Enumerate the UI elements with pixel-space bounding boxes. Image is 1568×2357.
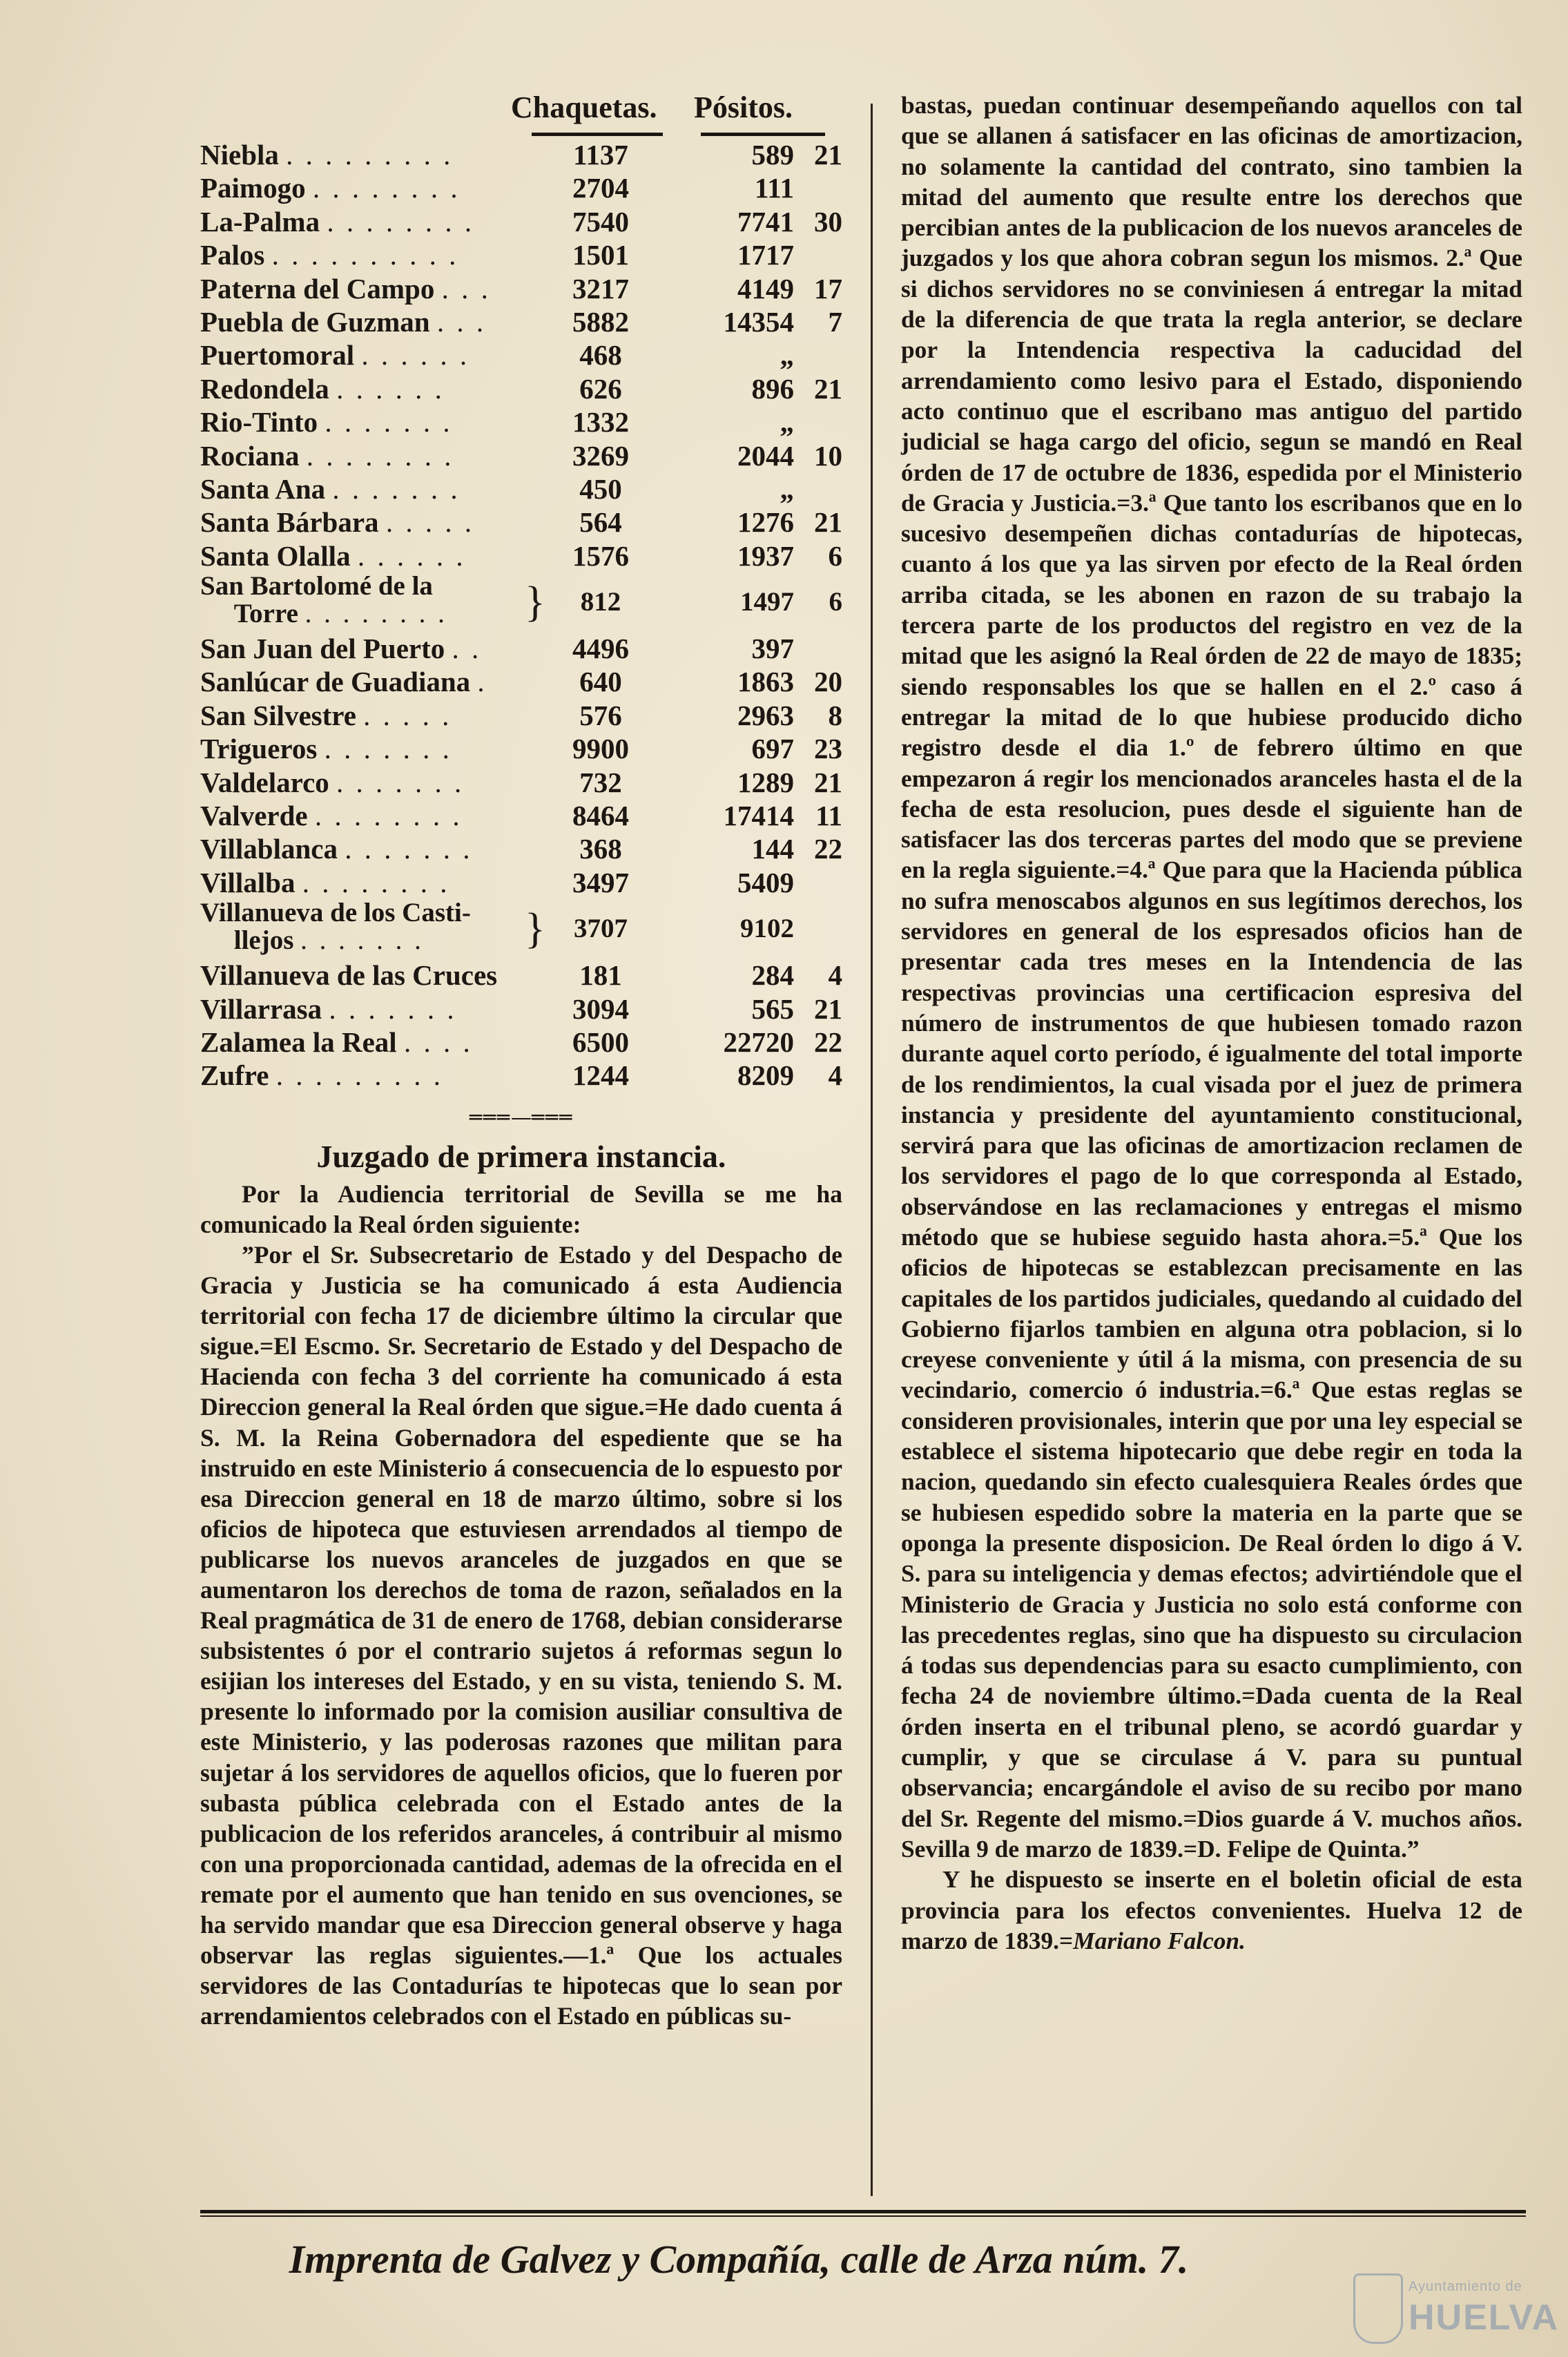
leader-dots: . . . . . . . . .	[286, 139, 454, 171]
town-table	[200, 138, 842, 1093]
closing-paragraph	[901, 1864, 1522, 1956]
leader-dots: . . . . . . .	[336, 766, 465, 798]
positos-value: 144	[751, 833, 794, 865]
town-name	[200, 832, 472, 865]
leader-dots: . . . . . . .	[300, 925, 424, 956]
town-name-text: Rio-Tinto	[200, 406, 318, 439]
positos-value: 14354	[723, 305, 794, 338]
paragraph: bastas, puedan continuar desempeñando aquellos con tal que se allanen á satisfacer en las oficinas de amortizacion, no solamente la cantidad del contrato, sino tambien la mitad del aumento que resulte entre los derechos que percibian antes de la publicacion de los nuevos aranceles de juzgados y los que ahora cobran segun los mismos. 2.ª Que si dichos servidores no se conviniesen á entregar la mitad de la diferencia de que trata la regla anterior, se declare por la Intendencia respectiva la caducidad del arrendamiento como lesivo para el Estado, disponiendo acto continuo que el escribano mas antiguo del partido judicial se haga cargo del oficio, segun se mandó en Real órden de 17 de octubre de 1836, espedida por el Ministerio de Gracia y Justicia.=3.ª Que tanto los escribanos que en lo sucesivo desempeñen dichas contadurías de hipotecas, cuanto á los que ya las sirven por efecto de la Real órden arriba citada, se les abonen en razon de su trabajo la tercera parte de los productos del registro en vez de la mitad que les asignó la Real órden de 22 de mayo de 1835; siendo responsables los que se hallen en el 2.º caso á entregar la mitad de lo que hubiese producido dicho registro desde el dia 1.º de febrero último en que empezaron á regir los mencionados aranceles hasta el de la fecha de esta resolucion, pues desde el siguiente han de satisfacer las dos terceras partes del modo que se previene en la regla siguiente.=4.ª Que para que la Hacienda pública no sufra menoscabos algunos en sus legítimos derechos, los servidores en general de los espresados oficios han de presentar cada tres meses en la Intendencia de las respectivas provincias una certificacion espresiva del número de instrumentos de que hubiesen tomado razon durante aquel corto período, é igualmente del total importe de los rendimientos, la cual visada por el juez de primera instancia y presidente del ayuntamiento constitucional, servirá para que las oficinas de amortizacion reclamen de los servidores el pago de lo que corresponda al Estado, observándose en las reclamaciones y entregas el mismo método que se hubiese seguido hasta ahora.=5.ª Que los oficios de hipotecas se establezcan precisamente en las capitales de los partidos judiciales, quedando al cuidado del Gobierno fijarlos tambien en alguna otra poblacion, si lo creyese conveniente y útil á la misma, con presencia de su vecindario, comercio ó industria.=6.ª Que estas reglas se consideren provisionales, interin que por una ley especial se establece el sistema hipotecario que debe regir en toda la nacion, quedando sin efecto cualesquiera Reales órdes que se hubiesen espedido sobre la materia en la parte que se oponga la presente disposicion. De Real órden lo digo á V. S. para su inteligencia y demas efectos; advirtiéndole que el Ministerio de Gracia y Justicia no solo está conforme con las precedentes reglas, sino que ha dispuesto su circulacion á todas sus dependencias para su esacto cumplimiento, con fecha 24 de noviembre último.=Dada cuenta de la Real órden inserta en el tribunal pleno, se acordó guardar y cumplir, y que se circulase á V. para su puntual observancia; encargándole el aviso de su recibo por mano del Sr. Regente del mismo.=Dios guarde á V. muchos años. Sevilla 9 de marzo de 1839.=D. Felipe de Quinta.”	[901, 91, 1522, 1863]
town-name	[200, 866, 449, 899]
chaquetas-value: 1501	[572, 239, 629, 271]
header-rule	[532, 133, 663, 136]
positos-value: 4149	[737, 272, 794, 305]
leader-dots: . . . . . . . .	[304, 599, 447, 629]
leader-dots: . . . . . . . . .	[275, 1059, 443, 1092]
leader-dots: . . . . . . .	[324, 733, 452, 765]
positos-fraction: 22	[814, 1026, 842, 1058]
table-row	[200, 506, 842, 539]
town-name-text: Zufre	[200, 1059, 269, 1092]
watermark-city: HUELVA	[1409, 2298, 1560, 2338]
positos-value: 1863	[737, 666, 794, 698]
chaquetas-value: 181	[579, 959, 622, 992]
table-row	[200, 305, 842, 338]
table-row	[200, 1059, 842, 1092]
positos-value: 1937	[737, 539, 794, 572]
footer-rule	[200, 2210, 1526, 2213]
positos-fraction: 4	[828, 1059, 842, 1092]
positos-value: 1717	[737, 239, 794, 271]
table-row	[200, 732, 842, 765]
town-name	[200, 959, 497, 992]
positos-value: 22720	[723, 1026, 794, 1058]
table-row	[200, 238, 842, 271]
chaquetas-value: 576	[579, 699, 622, 731]
town-name-text: La-Palma	[200, 205, 320, 238]
archive-watermark	[1353, 2272, 1560, 2348]
table-row	[200, 766, 842, 799]
positos-fraction: 30	[814, 205, 842, 238]
brace-mark: }	[525, 579, 545, 626]
ornament-divider: ═══—═══	[469, 1105, 574, 1130]
town-name-text: Villanueva de los Casti-	[200, 898, 471, 928]
positos-value: 1289	[737, 766, 794, 798]
town-name-text: Villablanca	[200, 833, 338, 865]
town-name-text: San Silvestre	[200, 699, 356, 731]
town-name-text: Redondela	[200, 372, 329, 405]
positos-value: 1276	[737, 506, 794, 539]
left-body-text	[200, 1179, 842, 2032]
table-header	[200, 83, 842, 138]
positos-fraction: 20	[814, 666, 842, 698]
chaquetas-value: 812	[580, 587, 621, 617]
town-name-text: Puertomoral	[200, 339, 355, 372]
chaquetas-value: 2704	[572, 172, 629, 204]
town-name-text: Paimogo	[200, 172, 306, 204]
town-name	[200, 1026, 473, 1059]
positos-fraction: 7	[828, 305, 842, 338]
positos-value: 5409	[737, 866, 794, 898]
watermark-label: Ayuntamiento de	[1409, 2279, 1522, 2294]
town-name-text: Trigueros	[200, 733, 318, 765]
positos-fraction: 17	[814, 272, 842, 305]
town-name-text: Valverde	[200, 800, 308, 832]
positos-value: 9102	[740, 914, 794, 944]
table-row	[200, 959, 842, 992]
positos-value: 17414	[723, 800, 794, 832]
right-column	[901, 90, 1522, 1956]
chaquetas-value: 450	[579, 472, 622, 505]
table-row	[200, 205, 842, 238]
leader-dots: . . .	[441, 272, 491, 305]
town-name-text: Palos	[200, 239, 265, 271]
chaquetas-value: 640	[579, 666, 622, 698]
town-name-text: San Bartolomé de la	[200, 571, 433, 602]
positos-value: 697	[751, 733, 794, 765]
town-name	[200, 372, 445, 405]
town-name	[200, 272, 491, 305]
table-row	[200, 832, 842, 865]
town-name	[200, 732, 452, 765]
town-name	[200, 799, 463, 832]
positos-value: 2963	[737, 699, 794, 731]
leader-dots: .	[477, 666, 487, 698]
paragraph: Por la Audiencia territorial de Sevilla se me ha comunicado la Real órden siguiente:	[200, 1180, 842, 1238]
town-name	[200, 506, 474, 539]
header-positos: Pósitos.	[694, 90, 793, 124]
town-name	[200, 992, 457, 1026]
town-name-text: Puebla de Guzman	[200, 305, 430, 338]
table-row	[200, 665, 842, 698]
chaquetas-value: 368	[579, 833, 622, 865]
town-name	[200, 439, 454, 472]
town-name-text: Valdelarco	[200, 766, 329, 798]
table-row	[200, 632, 842, 665]
chaquetas-value: 8464	[572, 800, 629, 832]
leader-dots: . . . . . .	[357, 539, 466, 572]
leader-dots: . . . . . . .	[332, 472, 461, 505]
town-name	[200, 138, 453, 171]
chaquetas-value: 3269	[572, 439, 629, 472]
leader-dots: . . . . . .	[336, 372, 445, 405]
town-name	[200, 665, 487, 698]
town-name	[200, 472, 461, 506]
table-row	[200, 899, 842, 959]
right-body-text	[901, 90, 1522, 1956]
coat-of-arms-icon	[1353, 2273, 1403, 2344]
chaquetas-value: 7540	[572, 205, 629, 238]
section-title: Juzgado de primera instancia.	[316, 1138, 726, 1174]
table-row	[200, 138, 842, 171]
leader-dots: . . . . . . . .	[327, 205, 475, 238]
positos-value: 397	[751, 633, 794, 665]
town-name-text: Rociana	[200, 439, 300, 472]
leader-dots: . . . . . . .	[325, 406, 453, 439]
leader-dots: . . . . .	[363, 699, 452, 731]
town-name-text: Sanlúcar de Guadiana	[200, 666, 471, 698]
printer-imprint: Imprenta de Galvez y Compañía, calle de Arza núm. 7.	[289, 2237, 1189, 2282]
town-name-continued: llejos	[233, 925, 294, 956]
left-column	[200, 83, 842, 2031]
table-row	[200, 699, 842, 732]
town-name	[200, 171, 461, 204]
town-name	[200, 632, 481, 665]
town-name-text: Villalba	[200, 866, 296, 898]
town-name-text: Villarrasa	[200, 992, 322, 1025]
table-row	[200, 539, 842, 573]
chaquetas-value: 468	[579, 339, 622, 372]
table-row	[200, 272, 842, 305]
positos-fraction: 4	[828, 959, 842, 992]
positos-fraction: 11	[815, 800, 842, 832]
positos-fraction: 21	[814, 139, 842, 171]
leader-dots: . . . . . . . .	[306, 439, 454, 472]
positos-fraction: 6	[829, 587, 842, 617]
chaquetas-value: 1244	[572, 1059, 629, 1092]
town-name	[200, 699, 452, 732]
positos-fraction: 23	[814, 733, 842, 765]
chaquetas-value: 732	[579, 766, 622, 798]
positos-fraction: 21	[814, 766, 842, 798]
positos-value: 589	[751, 139, 794, 171]
town-name-text: Zalamea la Real	[200, 1026, 397, 1058]
table-row	[200, 439, 842, 472]
positos-value: 7741	[737, 205, 794, 238]
positos-value: 2044	[737, 439, 794, 472]
positos-value: „	[780, 339, 794, 372]
header-chaquetas: Chaquetas.	[511, 90, 657, 124]
table-row	[200, 992, 842, 1026]
positos-fraction: 22	[814, 833, 842, 865]
town-name	[200, 766, 464, 799]
table-row	[200, 1026, 842, 1059]
leader-dots: . .	[452, 633, 482, 665]
chaquetas-value: 3497	[572, 866, 629, 898]
paragraph: ”Por el Sr. Subsecretario de Estado y del Despacho de Gracia y Justicia se ha comunicado á esta Audiencia territorial con fecha 17 de diciembre último la circular que sigue.=El Escmo. Sr. Secretario de Estado y del Despacho de Hacienda con fecha 3 del corriente ha comunicado á esta Direccion general la Real órden que sigue.=He dado cuenta á S. M. la Reina Gobernadora del espediente que se ha instruido en este Ministerio á consecuencia de lo espuesto por esa Direccion general en 18 de marzo último, sobre si los oficios de hipoteca que estuviesen arrendados al tiempo de publicarse los nuevos aranceles de juzgados en que se aumentaron los derechos de toma de razon, señalados en la Real pragmática de 31 de enero de 1768, debian considerarse subsistentes ó por el contrario sujetos á reformas segun lo esijian los intereses del Estado, y en su vista, teniendo S. M. presente lo informado por la comision ausiliar consultiva de este Ministerio, y las poderosas razones que militan para sujetar á los servidores de aquellos oficios, que lo fueren por subasta pública celebrada con el Estado antes de la publicacion de los referidos aranceles, á contribuir al mismo con una proporcionada cantidad, ademas de la ofrecida en el remate por el aumento que han tenido en sus ovenciones, se ha servido mandar que esa Direccion general observe y haga observar las reglas siguientes.—1.ª Que los actuales servidores de las Contadurías te hipotecas que lo sean por arrendamientos celebrados con el Estado en públicas su-	[200, 1240, 842, 2030]
town-name-text: Santa Bárbara	[200, 506, 379, 539]
leader-dots: . . . . . . .	[345, 833, 473, 865]
chaquetas-value: 564	[579, 506, 622, 539]
town-name	[200, 305, 486, 338]
footer-rule	[200, 2215, 1526, 2217]
chaquetas-value: 5882	[572, 305, 629, 338]
leader-dots: . . . . . . .	[329, 992, 457, 1025]
positos-fraction: 10	[814, 439, 842, 472]
positos-fraction: 6	[828, 539, 842, 572]
town-name	[200, 539, 466, 573]
table-row	[200, 405, 842, 439]
positos-value: „	[780, 406, 794, 439]
leader-dots: . . . . . .	[361, 339, 470, 372]
chaquetas-value: 9900	[572, 733, 629, 765]
town-name	[200, 1059, 443, 1092]
positos-value: 111	[755, 172, 794, 204]
table-row	[200, 338, 842, 372]
table-row	[200, 573, 842, 632]
chaquetas-value: 6500	[572, 1026, 629, 1058]
town-name	[200, 205, 474, 238]
leader-dots: . . . . . . . .	[314, 800, 463, 832]
table-row	[200, 171, 842, 204]
brace-mark: }	[525, 905, 545, 953]
column-divider	[871, 104, 873, 2196]
positos-value: 1497	[740, 587, 794, 617]
positos-value: 284	[751, 959, 794, 992]
positos-fraction: 8	[828, 699, 842, 731]
closing-text: Y he dispuesto se inserte en el boletin oficial de esta provincia para los efectos convenientes. Huelva 12 de marzo de 1839.=	[901, 1865, 1522, 1954]
table-row	[200, 866, 842, 899]
positos-value: 8209	[737, 1059, 794, 1092]
leader-dots: . . .	[436, 305, 487, 338]
leader-dots: . . . .	[403, 1026, 473, 1058]
town-name-text: San Juan del Puerto	[200, 633, 445, 665]
leader-dots: . . . . . . . .	[312, 172, 461, 204]
chaquetas-value: 626	[579, 372, 622, 405]
positos-value: „	[780, 472, 794, 505]
chaquetas-value: 3217	[572, 272, 629, 305]
positos-fraction: 21	[814, 992, 842, 1025]
town-name-text: Niebla	[200, 139, 279, 171]
town-name	[200, 238, 458, 271]
leader-dots: . . . . . . . . . .	[271, 239, 459, 271]
town-name-text: Santa Olalla	[200, 539, 351, 572]
positos-fraction: 21	[814, 506, 842, 539]
chaquetas-value: 3707	[574, 914, 628, 944]
positos-value: 565	[751, 992, 794, 1025]
leader-dots: . . . . . . . .	[302, 866, 450, 898]
chaquetas-value: 3094	[572, 992, 629, 1025]
town-name-text: Villanueva de las Cruces	[200, 959, 498, 992]
town-name	[200, 899, 471, 954]
signature: Mariano Falcon.	[1073, 1926, 1246, 1954]
town-name	[200, 338, 470, 372]
town-name	[200, 405, 453, 439]
header-rule	[701, 133, 825, 136]
chaquetas-value: 1332	[572, 406, 629, 439]
table-row	[200, 472, 842, 506]
table-row	[200, 799, 842, 832]
town-name-continued: Torre	[233, 599, 298, 629]
town-name-text: Santa Ana	[200, 472, 326, 505]
town-name	[200, 573, 447, 628]
chaquetas-value: 4496	[572, 633, 629, 665]
town-name-text: Paterna del Campo	[200, 272, 435, 305]
positos-value: 896	[751, 372, 794, 405]
chaquetas-value: 1137	[573, 139, 628, 171]
leader-dots: . . . . .	[385, 506, 475, 539]
table-row	[200, 372, 842, 405]
positos-fraction: 21	[814, 372, 842, 405]
chaquetas-value: 1576	[572, 539, 629, 572]
